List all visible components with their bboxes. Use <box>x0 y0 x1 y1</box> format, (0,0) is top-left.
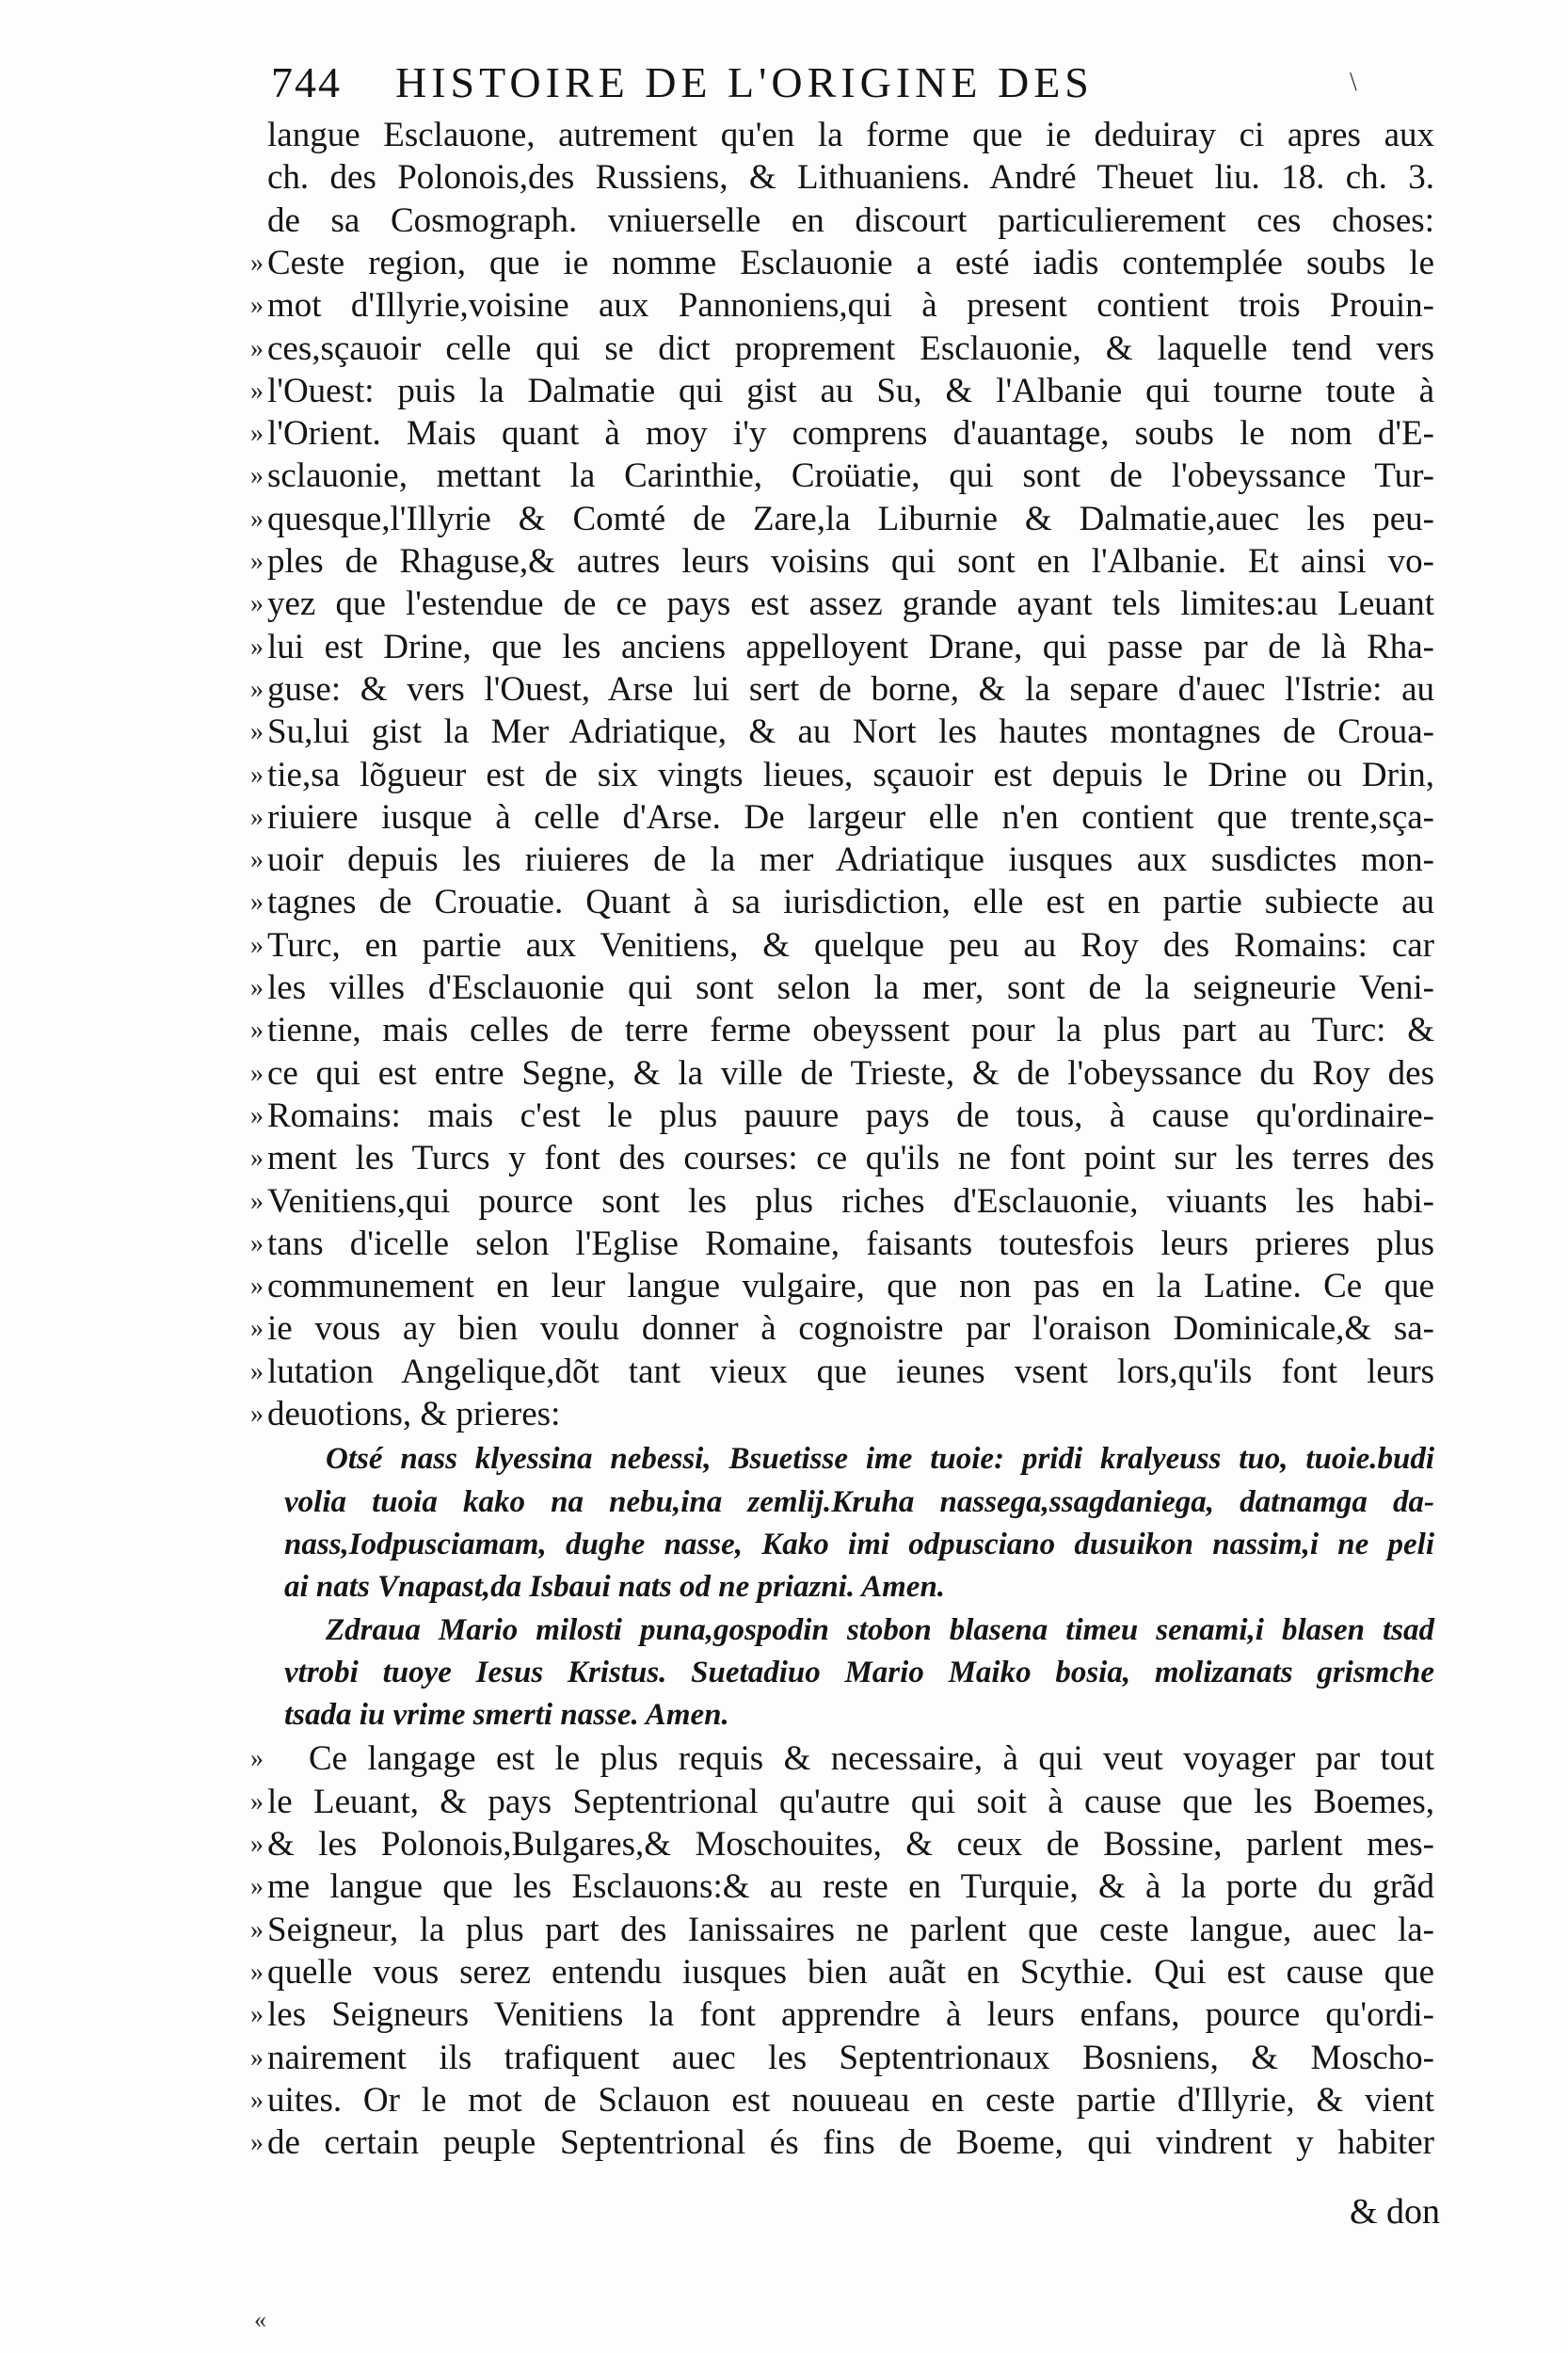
text-line <box>250 1094 1434 1139</box>
text-line <box>250 283 1434 328</box>
line-text: volia tuoia kako na nebu,ina zemlij.Kruha nassega,ssagdaniega, datnamga da- <box>284 1484 1434 1519</box>
line-text: ch. des Polonois,des Russiens, & Lithuaniens. André Theuet liu. 18. ch. 3. <box>267 158 1434 198</box>
line-text: Venitiens,qui pource sont les plus riches d'Esclauonie, viuants les habi- <box>267 1181 1434 1221</box>
line-text: guse: & vers l'Ouest, Arse lui sert de borne, & la separe d'auec l'Istrie: au <box>267 669 1434 709</box>
text-line <box>250 582 1434 627</box>
page-number: 744 <box>271 58 342 106</box>
quotation-mark: » <box>250 1356 264 1386</box>
line-text: ai nats Vnapast,da Isbaui nats od ne priazni. Amen. <box>284 1570 946 1605</box>
quotation-mark: » <box>250 1786 264 1817</box>
margin-mark: \ <box>1350 68 1357 97</box>
text-line <box>250 1222 1434 1267</box>
text-line <box>250 1051 1434 1096</box>
line-text: & les Polonois,Bulgares,& Moschouites, & ceux de Bossine, parlent mes- <box>267 1825 1434 1864</box>
quotation-mark: » <box>250 930 264 960</box>
line-text: ces,sçauoir celle qui se dict proprement Esclauonie, & laquelle tend vers <box>267 328 1434 368</box>
text-line <box>267 113 1434 158</box>
line-text: quelle vous serez entendu iusques bien auãt en Scythie. Qui est cause que <box>267 1952 1434 1992</box>
quotation-mark: » <box>250 973 264 1002</box>
quotation-mark: » <box>250 1272 264 1302</box>
text-line <box>250 880 1434 925</box>
quotation-mark: » <box>250 376 264 406</box>
quotation-mark: » <box>250 845 264 875</box>
line-text: lutation Angelique,dõt tant vieux que ieunes vsent lors,qu'ils font leurs <box>267 1352 1434 1391</box>
text-line <box>284 1480 1434 1525</box>
quotation-mark: » <box>250 419 264 449</box>
text-line <box>250 1822 1434 1867</box>
quotation-mark: » <box>250 1100 264 1130</box>
text-line <box>250 1306 1434 1352</box>
quotation-mark: » <box>250 333 264 363</box>
line-text: quesque,l'Illyrie & Comté de Zare,la Liburnie & Dalmatie,auec les peu- <box>267 499 1434 538</box>
line-text: tie,sa lõgueur est de six vingts lieues, sçauoir est depuis le Drine ou Drin, <box>267 755 1434 794</box>
line-text: lui est Drine, que les anciens appelloyent Drane, qui passe par de là Rha- <box>267 627 1434 666</box>
line-text: les villes d'Esclauonie qui sont selon la mer, sont de la seigneurie Veni- <box>267 968 1434 1007</box>
line-text: Ce langage est le plus requis & necessaire, à qui veut voyager par tout <box>309 1739 1434 1779</box>
line-text: tans d'icelle selon l'Eglise Romaine, faisants toutesfois leurs prieres plus <box>267 1224 1434 1263</box>
text-line <box>250 710 1434 755</box>
text-line <box>250 625 1434 670</box>
text-line <box>250 1264 1434 1309</box>
quotation-mark: » <box>250 674 264 704</box>
quotation-mark: » <box>250 760 264 790</box>
line-text: riuiere iusque à celle d'Arse. De largeur elle n'en contient que trente,sça- <box>267 797 1434 837</box>
text-line <box>250 411 1434 456</box>
text-line <box>250 2036 1434 2081</box>
quotation-mark: » <box>250 461 264 491</box>
quotation-mark: » <box>250 1744 264 1774</box>
text-line <box>250 369 1434 414</box>
line-text: sclauonie, mettant la Carinthie, Croüatie, qui sont de l'obeyssance Tur- <box>267 456 1434 496</box>
quotation-mark: » <box>250 589 264 619</box>
line-text: de certain peuple Septentrional és fins de Boeme, qui vindrent y habiter <box>267 2123 1434 2163</box>
text-line <box>284 1522 1434 1567</box>
text-line <box>284 1692 1434 1737</box>
text-line <box>250 539 1434 584</box>
quotation-mark: » <box>250 2085 264 2115</box>
text-line <box>250 838 1434 883</box>
quotation-mark: » <box>250 1314 264 1344</box>
quotation-mark: » <box>250 1830 264 1859</box>
text-line <box>250 2121 1434 2166</box>
line-text: Su,lui gist la Mer Adriatique, & au Nort les hautes montagnes de Croua- <box>267 712 1434 752</box>
line-text: nass,Iodpusciamam, dughe nasse, Kako imi odpusciano dusuikon nassim,i ne peli <box>284 1527 1434 1561</box>
text-line <box>250 1179 1434 1225</box>
line-text: communement en leur langue vulgaire, que non pas en la Latine. Ce que <box>267 1267 1434 1306</box>
running-title: HISTOIRE DE L'ORIGINE DES <box>395 58 1094 106</box>
line-text: Ceste region, que ie nomme Esclauonie a esté iadis contemplée soubs le <box>267 243 1434 282</box>
line-text: mot d'Illyrie,voisine aux Pannoniens,qui à present contient trois Prouin- <box>267 286 1434 326</box>
text-line <box>284 1650 1434 1695</box>
text-line <box>250 454 1434 499</box>
line-text: uites. Or le mot de Sclauon est nouueau en ceste partie d'Illyrie, & vient <box>267 2080 1434 2120</box>
line-text: ce qui est entre Segne, & la ville de Trieste, & de l'obeyssance du Roy des <box>267 1053 1434 1093</box>
quotation-mark: » <box>250 802 264 832</box>
text-line <box>250 1392 1434 1437</box>
line-text: le Leuant, & pays Septentrional qu'autre qui soit à cause que les Boemes, <box>267 1782 1434 1821</box>
line-text: nairement ils trafiquent auec les Septentrionaux Bosniens, & Moscho- <box>267 2038 1434 2077</box>
line-text: tienne, mais celles de terre ferme obeyssent pour la plus part au Turc: & <box>267 1011 1434 1050</box>
text-line <box>284 1436 1434 1481</box>
line-text: yez que l'estendue de ce pays est assez grande ayant tels limites:au Leuant <box>267 584 1434 624</box>
line-text: vtrobi tuoye Iesus Kristus. Suetadiuo Mario Maiko bosia, molizanats grismche <box>284 1655 1434 1689</box>
quotation-mark: » <box>250 1144 264 1174</box>
text-line <box>250 966 1434 1011</box>
quotation-mark: » <box>250 1957 264 1987</box>
line-text: ment les Turcs y font des courses: ce qu'ils ne font point sur les terres des <box>267 1139 1434 1178</box>
quotation-mark: » <box>250 248 264 278</box>
quotation-mark: » <box>250 717 264 747</box>
line-text: tsada iu vrime smerti nasse. Amen. <box>284 1698 729 1733</box>
line-text: Otsé nass klyessina nebessi, Bsuetisse ime tuoie: pridi kralyeuss tuo, tuoie.budi <box>326 1442 1434 1477</box>
text-line <box>267 155 1434 200</box>
quotation-mark: » <box>250 547 264 576</box>
line-text: uoir depuis les riuieres de la mer Adriatique iusques aux susdictes mon- <box>267 840 1434 880</box>
line-text: les Seigneurs Venitiens la font apprendre à leurs enfans, pource qu'ordi- <box>267 1995 1434 2035</box>
text-line <box>250 1737 1434 1782</box>
quotation-mark: » <box>250 291 264 321</box>
line-text: me langue que les Esclauons:& au reste en Turquie, & à la porte du grãd <box>267 1867 1434 1907</box>
text-line <box>250 1136 1434 1181</box>
text-line <box>250 795 1434 840</box>
line-text: Zdraua Mario milosti puna,gospodin stobon blasena timeu senami,i blasen tsad <box>326 1612 1434 1647</box>
text-line <box>250 241 1434 286</box>
quotation-mark: » <box>250 1228 264 1258</box>
line-text: ples de Rhaguse,& autres leurs voisins qui sont en l'Albanie. Et ainsi vo- <box>267 542 1434 581</box>
line-text: Turc, en partie aux Venitiens, & quelque peu au Roy des Romains: car <box>267 925 1434 965</box>
text-line <box>250 1908 1434 1953</box>
text-line <box>250 667 1434 712</box>
text-line <box>250 923 1434 968</box>
quotation-mark: » <box>250 2000 264 2030</box>
quotation-mark: » <box>250 2042 264 2073</box>
margin-mark-bottom: « <box>254 2306 266 2333</box>
line-text: l'Ouest: puis la Dalmatie qui gist au Su, & l'Albanie qui tourne toute à <box>267 371 1434 410</box>
quotation-mark: » <box>250 2128 264 2158</box>
quotation-mark: » <box>250 632 264 662</box>
quotation-mark: » <box>250 1914 264 1945</box>
text-line <box>250 327 1434 372</box>
quotation-mark: » <box>250 1400 264 1429</box>
line-text: l'Orient. Mais quant à moy i'y comprens d'auantage, soubs le nom d'E- <box>267 414 1434 454</box>
line-text: ie vous ay bien voulu donner à cognoistre par l'oraison Dominicale,& sa- <box>267 1309 1434 1349</box>
line-text: Seigneur, la plus part des Ianissaires ne parlent que ceste langue, auec la- <box>267 1910 1434 1949</box>
quotation-mark: » <box>250 1186 264 1216</box>
catchword: & don <box>1349 2192 1440 2232</box>
line-text: deuotions, & prieres: <box>267 1395 561 1433</box>
text-line <box>250 1350 1434 1395</box>
line-text: langue Esclauone, autrement qu'en la forme que ie deduiray ci apres aux <box>267 116 1434 154</box>
text-line <box>250 1993 1434 2038</box>
running-header <box>271 55 1457 111</box>
text-line <box>250 753 1434 798</box>
text-line <box>284 1608 1434 1653</box>
text-line <box>267 199 1434 244</box>
text-line <box>250 1780 1434 1825</box>
line-text: Romains: mais c'est le plus pauure pays de tous, à cause qu'ordinaire- <box>267 1096 1434 1135</box>
quotation-mark: » <box>250 888 264 918</box>
quotation-mark: » <box>250 1016 264 1046</box>
text-line <box>250 1950 1434 1995</box>
text-line <box>250 1008 1434 1053</box>
quotation-mark: » <box>250 1058 264 1088</box>
text-line <box>250 1865 1434 1910</box>
quotation-mark: » <box>250 1872 264 1902</box>
text-line <box>250 497 1434 542</box>
text-line <box>250 2078 1434 2123</box>
line-text: tagnes de Crouatie. Quant à sa iurisdiction, elle est en partie subiecte au <box>267 883 1434 922</box>
line-text: de sa Cosmograph. vniuerselle en discourt particulierement ces choses: <box>267 200 1434 240</box>
text-line <box>284 1564 1434 1609</box>
quotation-mark: » <box>250 504 264 534</box>
